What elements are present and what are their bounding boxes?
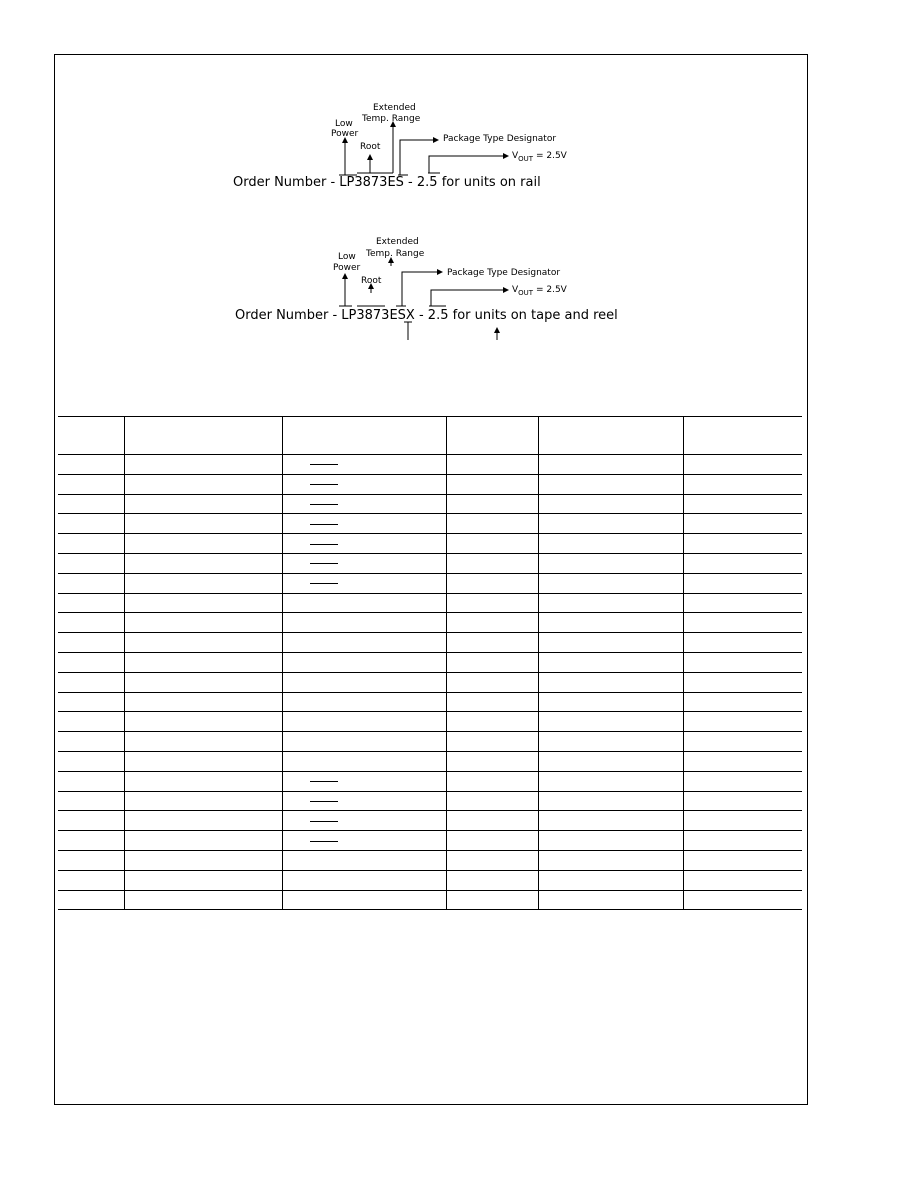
table-cell [58, 751, 124, 771]
diagram-tape-reel [235, 237, 618, 340]
suffix-rail: for units on rail [441, 175, 541, 190]
table-cell [538, 850, 683, 870]
table-cell [58, 514, 124, 534]
table-cell [58, 573, 124, 593]
table-cell [538, 514, 683, 534]
table-row [58, 652, 802, 672]
root-label-reel: Root [361, 276, 382, 286]
table-cell [683, 455, 802, 475]
overbar-mark [310, 484, 338, 485]
table-cell [282, 417, 446, 455]
suffix-reel: for units on tape and reel [452, 308, 618, 323]
voltage-rail: 2.5 [416, 175, 438, 190]
overbar-mark [310, 821, 338, 822]
table-cell [124, 613, 282, 633]
table-cell [538, 870, 683, 890]
table-cell [58, 890, 124, 910]
table-cell [446, 593, 538, 613]
table-cell [124, 553, 282, 573]
table-cell [683, 494, 802, 514]
table-cell [538, 831, 683, 851]
table-row [58, 791, 802, 811]
table-cell [124, 417, 282, 455]
table-cell [683, 712, 802, 732]
table-cell [282, 732, 446, 752]
table-cell [538, 553, 683, 573]
table-row [58, 633, 802, 653]
table-cell [124, 811, 282, 831]
table-cell [446, 890, 538, 910]
table-cell [538, 732, 683, 752]
table-cell [282, 811, 446, 831]
table-cell [446, 870, 538, 890]
table-cell [446, 692, 538, 712]
table-cell [683, 791, 802, 811]
table-cell [683, 514, 802, 534]
table-cell [538, 652, 683, 672]
table-row [58, 771, 802, 791]
table-cell [124, 751, 282, 771]
table-cell [58, 613, 124, 633]
prefix-rail: Order Number [233, 175, 327, 190]
part-reel: LP3873ESX [341, 308, 415, 323]
table-cell [683, 613, 802, 633]
table-cell [683, 474, 802, 494]
table-cell [124, 870, 282, 890]
vout-label-rail: $V_{OUT} = 2.5V$ [512, 151, 567, 163]
package-label-rail: Package Type Designator [443, 134, 557, 144]
table-cell [58, 553, 124, 573]
temp-range-label-reel: Temp. Range [366, 249, 425, 259]
table-cell [58, 732, 124, 752]
table-cell [683, 692, 802, 712]
table-cell [282, 692, 446, 712]
table-cell [124, 692, 282, 712]
part-rail: LP3873ES [339, 175, 404, 190]
table-cell [58, 811, 124, 831]
table-cell [282, 751, 446, 771]
table-cell [683, 771, 802, 791]
table-cell [538, 573, 683, 593]
table-cell [538, 593, 683, 613]
table-cell [683, 553, 802, 573]
table-cell [683, 811, 802, 831]
table-cell [538, 455, 683, 475]
table-cell [446, 474, 538, 494]
table-cell [282, 672, 446, 692]
table-cell [446, 751, 538, 771]
table-cell [124, 831, 282, 851]
table-row [58, 474, 802, 494]
table-cell [282, 534, 446, 554]
table-cell [58, 633, 124, 653]
table-cell [124, 791, 282, 811]
table-row [58, 692, 802, 712]
table-cell [58, 534, 124, 554]
table-cell [124, 455, 282, 475]
table-row [58, 732, 802, 752]
table-cell [282, 613, 446, 633]
table-cell [683, 831, 802, 851]
table-cell [446, 732, 538, 752]
overbar-mark [310, 801, 338, 802]
table-cell [58, 593, 124, 613]
table-cell [683, 534, 802, 554]
overbar-mark [310, 504, 338, 505]
table-cell [683, 417, 802, 455]
table-cell [282, 474, 446, 494]
table-cell [124, 732, 282, 752]
prefix-reel: Order Number [235, 308, 329, 323]
extended-label-reel: Extended [376, 237, 419, 247]
table-cell [124, 573, 282, 593]
table-cell [124, 474, 282, 494]
diagram-rail [233, 103, 568, 190]
table-row [58, 534, 802, 554]
table-cell [282, 652, 446, 672]
table-cell [282, 455, 446, 475]
table-cell [538, 791, 683, 811]
table-cell [683, 870, 802, 890]
overbar-mark [310, 563, 338, 564]
table-cell [446, 831, 538, 851]
table-cell [58, 870, 124, 890]
table-cell [683, 633, 802, 653]
voltage-reel: 2.5 [427, 308, 449, 323]
table-cell [683, 850, 802, 870]
table-cell [446, 850, 538, 870]
table-cell [446, 771, 538, 791]
table-cell [446, 613, 538, 633]
table-cell [538, 712, 683, 732]
table-cell [282, 890, 446, 910]
table-row [58, 455, 802, 475]
overbar-mark [310, 464, 338, 465]
table-cell [683, 890, 802, 910]
table-cell [446, 712, 538, 732]
table-cell [58, 474, 124, 494]
table-cell [58, 791, 124, 811]
table-cell [446, 417, 538, 455]
table-row [58, 850, 802, 870]
table-cell [446, 534, 538, 554]
table-cell [58, 831, 124, 851]
table-row [58, 494, 802, 514]
table-cell [282, 633, 446, 653]
table-cell [124, 712, 282, 732]
table-cell [58, 494, 124, 514]
table-cell [683, 573, 802, 593]
table-row [58, 514, 802, 534]
table-cell [124, 652, 282, 672]
table-cell [58, 455, 124, 475]
table-cell [683, 652, 802, 672]
table-cell [538, 474, 683, 494]
table-cell [538, 494, 683, 514]
table-cell [538, 672, 683, 692]
table-cell [282, 553, 446, 573]
overbar-mark [310, 524, 338, 525]
table-cell [58, 771, 124, 791]
table-cell [538, 417, 683, 455]
table-cell [683, 751, 802, 771]
table-header-row [58, 417, 802, 455]
overbar-mark [310, 781, 338, 782]
table-cell [124, 850, 282, 870]
table-cell [58, 652, 124, 672]
table-row [58, 811, 802, 831]
table-cell [446, 455, 538, 475]
overbar-mark [310, 544, 338, 545]
table-cell [124, 890, 282, 910]
table-cell [282, 850, 446, 870]
table-cell [282, 771, 446, 791]
table-cell [124, 771, 282, 791]
table-cell [124, 534, 282, 554]
overbar-mark [310, 583, 338, 584]
table-cell [58, 850, 124, 870]
vout-label-reel: $V_{OUT} = 2.5V$ [512, 285, 567, 297]
table-cell [446, 791, 538, 811]
table-cell [538, 890, 683, 910]
table-cell [683, 593, 802, 613]
ordering-table [58, 416, 802, 910]
table-row [58, 672, 802, 692]
low-label-rail: Low [335, 119, 353, 129]
table-row [58, 712, 802, 732]
table-row [58, 831, 802, 851]
table-cell [282, 573, 446, 593]
table-cell [446, 652, 538, 672]
table-row [58, 890, 802, 910]
table-cell [282, 870, 446, 890]
table-cell [538, 811, 683, 831]
extended-label-rail: Extended [373, 103, 416, 113]
table-cell [446, 494, 538, 514]
package-label-reel: Package Type Designator [447, 268, 561, 278]
table-cell [446, 573, 538, 593]
table-cell [446, 553, 538, 573]
table-cell [58, 417, 124, 455]
table-row [58, 573, 802, 593]
power-label-rail: Power [331, 129, 359, 139]
table-cell [683, 672, 802, 692]
table-cell [538, 692, 683, 712]
table-row [58, 613, 802, 633]
table-cell [124, 633, 282, 653]
table-cell [538, 613, 683, 633]
table-cell [124, 494, 282, 514]
table-cell [446, 633, 538, 653]
table-cell [446, 514, 538, 534]
table-cell [538, 771, 683, 791]
table-cell [282, 593, 446, 613]
table-cell [282, 831, 446, 851]
table-cell [58, 672, 124, 692]
table-cell [58, 712, 124, 732]
table-cell [282, 712, 446, 732]
table-cell [282, 514, 446, 534]
temp-range-label-rail: Temp. Range [362, 114, 421, 124]
table-row [58, 593, 802, 613]
table-cell [124, 672, 282, 692]
table-cell [538, 633, 683, 653]
low-label-reel: Low [338, 252, 356, 262]
order-text-reel: Order Number - LP3873ESX - 2.5 for units on tape and reel [235, 308, 618, 323]
power-label-reel: Power [333, 263, 361, 273]
table-row [58, 751, 802, 771]
order-text-rail: Order Number - LP3873ES - 2.5 for units on rail [233, 175, 541, 190]
order-number-diagrams [0, 0, 918, 400]
table-cell [538, 751, 683, 771]
table-cell [538, 534, 683, 554]
table-cell [446, 672, 538, 692]
overbar-mark [310, 841, 338, 842]
table-cell [683, 732, 802, 752]
root-label-rail: Root [360, 142, 381, 152]
table-cell [58, 692, 124, 712]
table-cell [282, 494, 446, 514]
table-row [58, 870, 802, 890]
table-cell [124, 593, 282, 613]
table-cell [124, 514, 282, 534]
table-cell [446, 811, 538, 831]
table-row [58, 553, 802, 573]
table-cell [282, 791, 446, 811]
